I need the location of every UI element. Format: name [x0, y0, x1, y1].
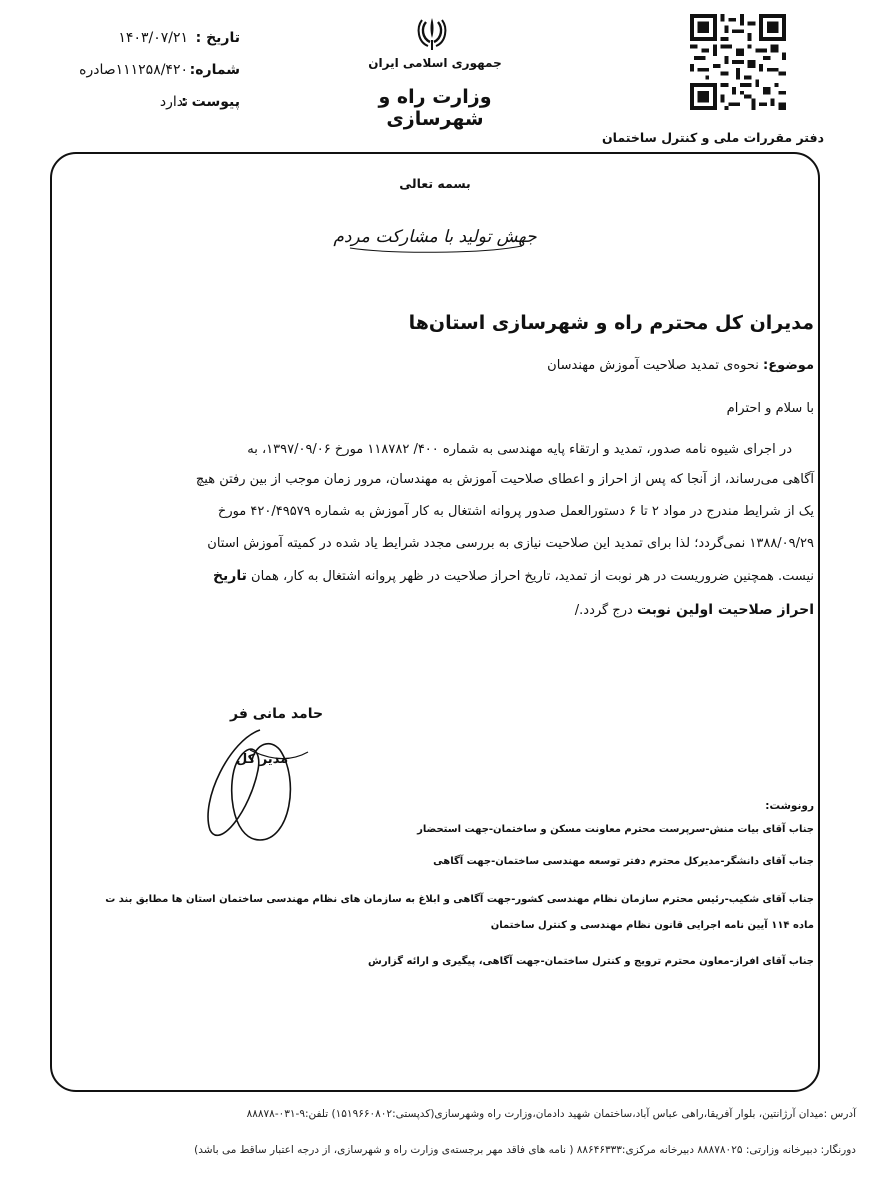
- body-line-5: [58, 568, 814, 584]
- subject-text: نحوه‌ی تمدید صلاحیت آموزش مهندسان: [547, 358, 759, 373]
- date-value: ۱۴۰۳/۰۷/۲۱: [118, 30, 188, 46]
- signer-name: حامد مانی فر: [230, 706, 324, 722]
- addressee-heading: مدیران کل محترم راه و شهرسازی استان‌ها: [408, 312, 814, 334]
- ministry-title: وزارت راه و شهرسازی: [378, 86, 492, 130]
- body-line-4: ۱۳۸۸/۰۹/۲۹ نمی‌گردد؛ لذا برای تمدید این صلاحیت نیازی به بررسی مجدد شرایط یاد شده در کمیته آموزش استان: [207, 536, 814, 551]
- cc-item: جناب آقای شکیب-رئیس محترم سازمان نظام مهندسی کشور-جهت آگاهی و ابلاغ به سازمان های نظام مهندسی ساختمان استان ها مطابق بند ت: [105, 894, 814, 905]
- motto-calligraphy: [330, 214, 540, 258]
- body-line-5-text: نیست. همچنین ضروریست در هر نوبت از تمدید، تاریخ احراز صلاحیت در ظهر پروانه اشتغال به کار، همان: [251, 569, 814, 584]
- motto-text: جهش تولید با مشارکت مردم: [333, 227, 537, 247]
- iran-emblem-icon: [416, 14, 448, 54]
- subject-line: [547, 358, 814, 373]
- body-bold-first-time: احراز صلاحیت اولین نوبت: [636, 602, 814, 618]
- body-bold-date: تاریخ: [212, 568, 247, 584]
- basmala: بسمه تعالی: [399, 176, 471, 191]
- cc-item: ماده ۱۱۴ آیین نامه اجرایی قانون نظام مهندسی و کنترل ساختمان: [490, 920, 814, 931]
- cc-item: جناب آقای دانشگر-مدیرکل محترم دفتر توسعه مهندسی ساختمان-جهت آگاهی: [433, 856, 814, 867]
- number-value: ۱۱۱۲۵۸/۴۲۰صادره: [79, 62, 188, 78]
- body-line-3: یک از شرایط مندرج در مواد ۲ تا ۶ دستورالعمل صدور پروانه اشتغال به کار آموزش به شماره ۴۲۰/۴۹۵۷۹ مورخ: [217, 504, 814, 519]
- cc-title: رونوشت:: [765, 800, 814, 812]
- attachment-row: [30, 94, 240, 116]
- body-line-1: در اجرای شیوه نامه صدور، تمدید و ارتقاء پایه مهندسی به شماره ۴۰۰/ ۱۱۸۷۸۲ مورخ ۱۳۹۷/۰۹/۰۶، به: [247, 442, 792, 457]
- office-title: دفتر مقررات ملی و کنترل ساختمان: [602, 130, 824, 145]
- body-line-2: آگاهی می‌رساند، از آنجا که پس از احراز و اعطای صلاحیت آموزش به مهندسان، مرور زمان موجب از بین رفتن هیچ: [195, 472, 814, 487]
- footer-address: آدرس :میدان آرژانتین، بلوار آفریقا،راهی عباس آباد،ساختمان شهید دادمان،وزارت راه وشهرسازی(کدپستی:۱۵۱۹۶۶۰۸۰۲) تلفن:۹-۰۳۱-۸۸۸۷۸: [246, 1108, 856, 1120]
- attachment-value: ندارد: [159, 94, 188, 110]
- attachment-label: پیوست :: [181, 94, 240, 110]
- date-row: [30, 30, 240, 52]
- qr-code-icon: [690, 14, 786, 110]
- body-end: درج گردد./: [574, 603, 633, 618]
- republic-title: جمهوری اسلامی ایران: [368, 56, 502, 70]
- number-row: [10, 62, 240, 84]
- subject-label: موضوع:: [763, 358, 814, 373]
- signer-title: مدیر کل: [236, 752, 289, 767]
- letter-frame: [50, 152, 820, 1092]
- footer-fax: دورنگار: دبیرخانه وزارتی: ۸۸۸۷۸۰۲۵ دبیرخانه مرکزی:۸۸۶۴۶۳۳۳ ( نامه های فاقد مهر برجسته‌ی وزارت راه و شهرسازی، از درجه اعتبار ساقط می باشد): [194, 1144, 856, 1156]
- cc-item: جناب آقای افراز-معاون محترم ترویج و کنترل ساختمان-جهت آگاهی، پیگیری و ارائه گزارش: [368, 956, 814, 967]
- body-line-6: [58, 602, 814, 618]
- greeting: با سلام و احترام: [726, 401, 814, 416]
- number-label: شماره:: [189, 62, 240, 78]
- date-label: تاریخ :: [195, 30, 240, 46]
- cc-item: جناب آقای بیات منش-سرپرست محترم معاونت مسکن و ساختمان-جهت استحضار: [417, 824, 814, 835]
